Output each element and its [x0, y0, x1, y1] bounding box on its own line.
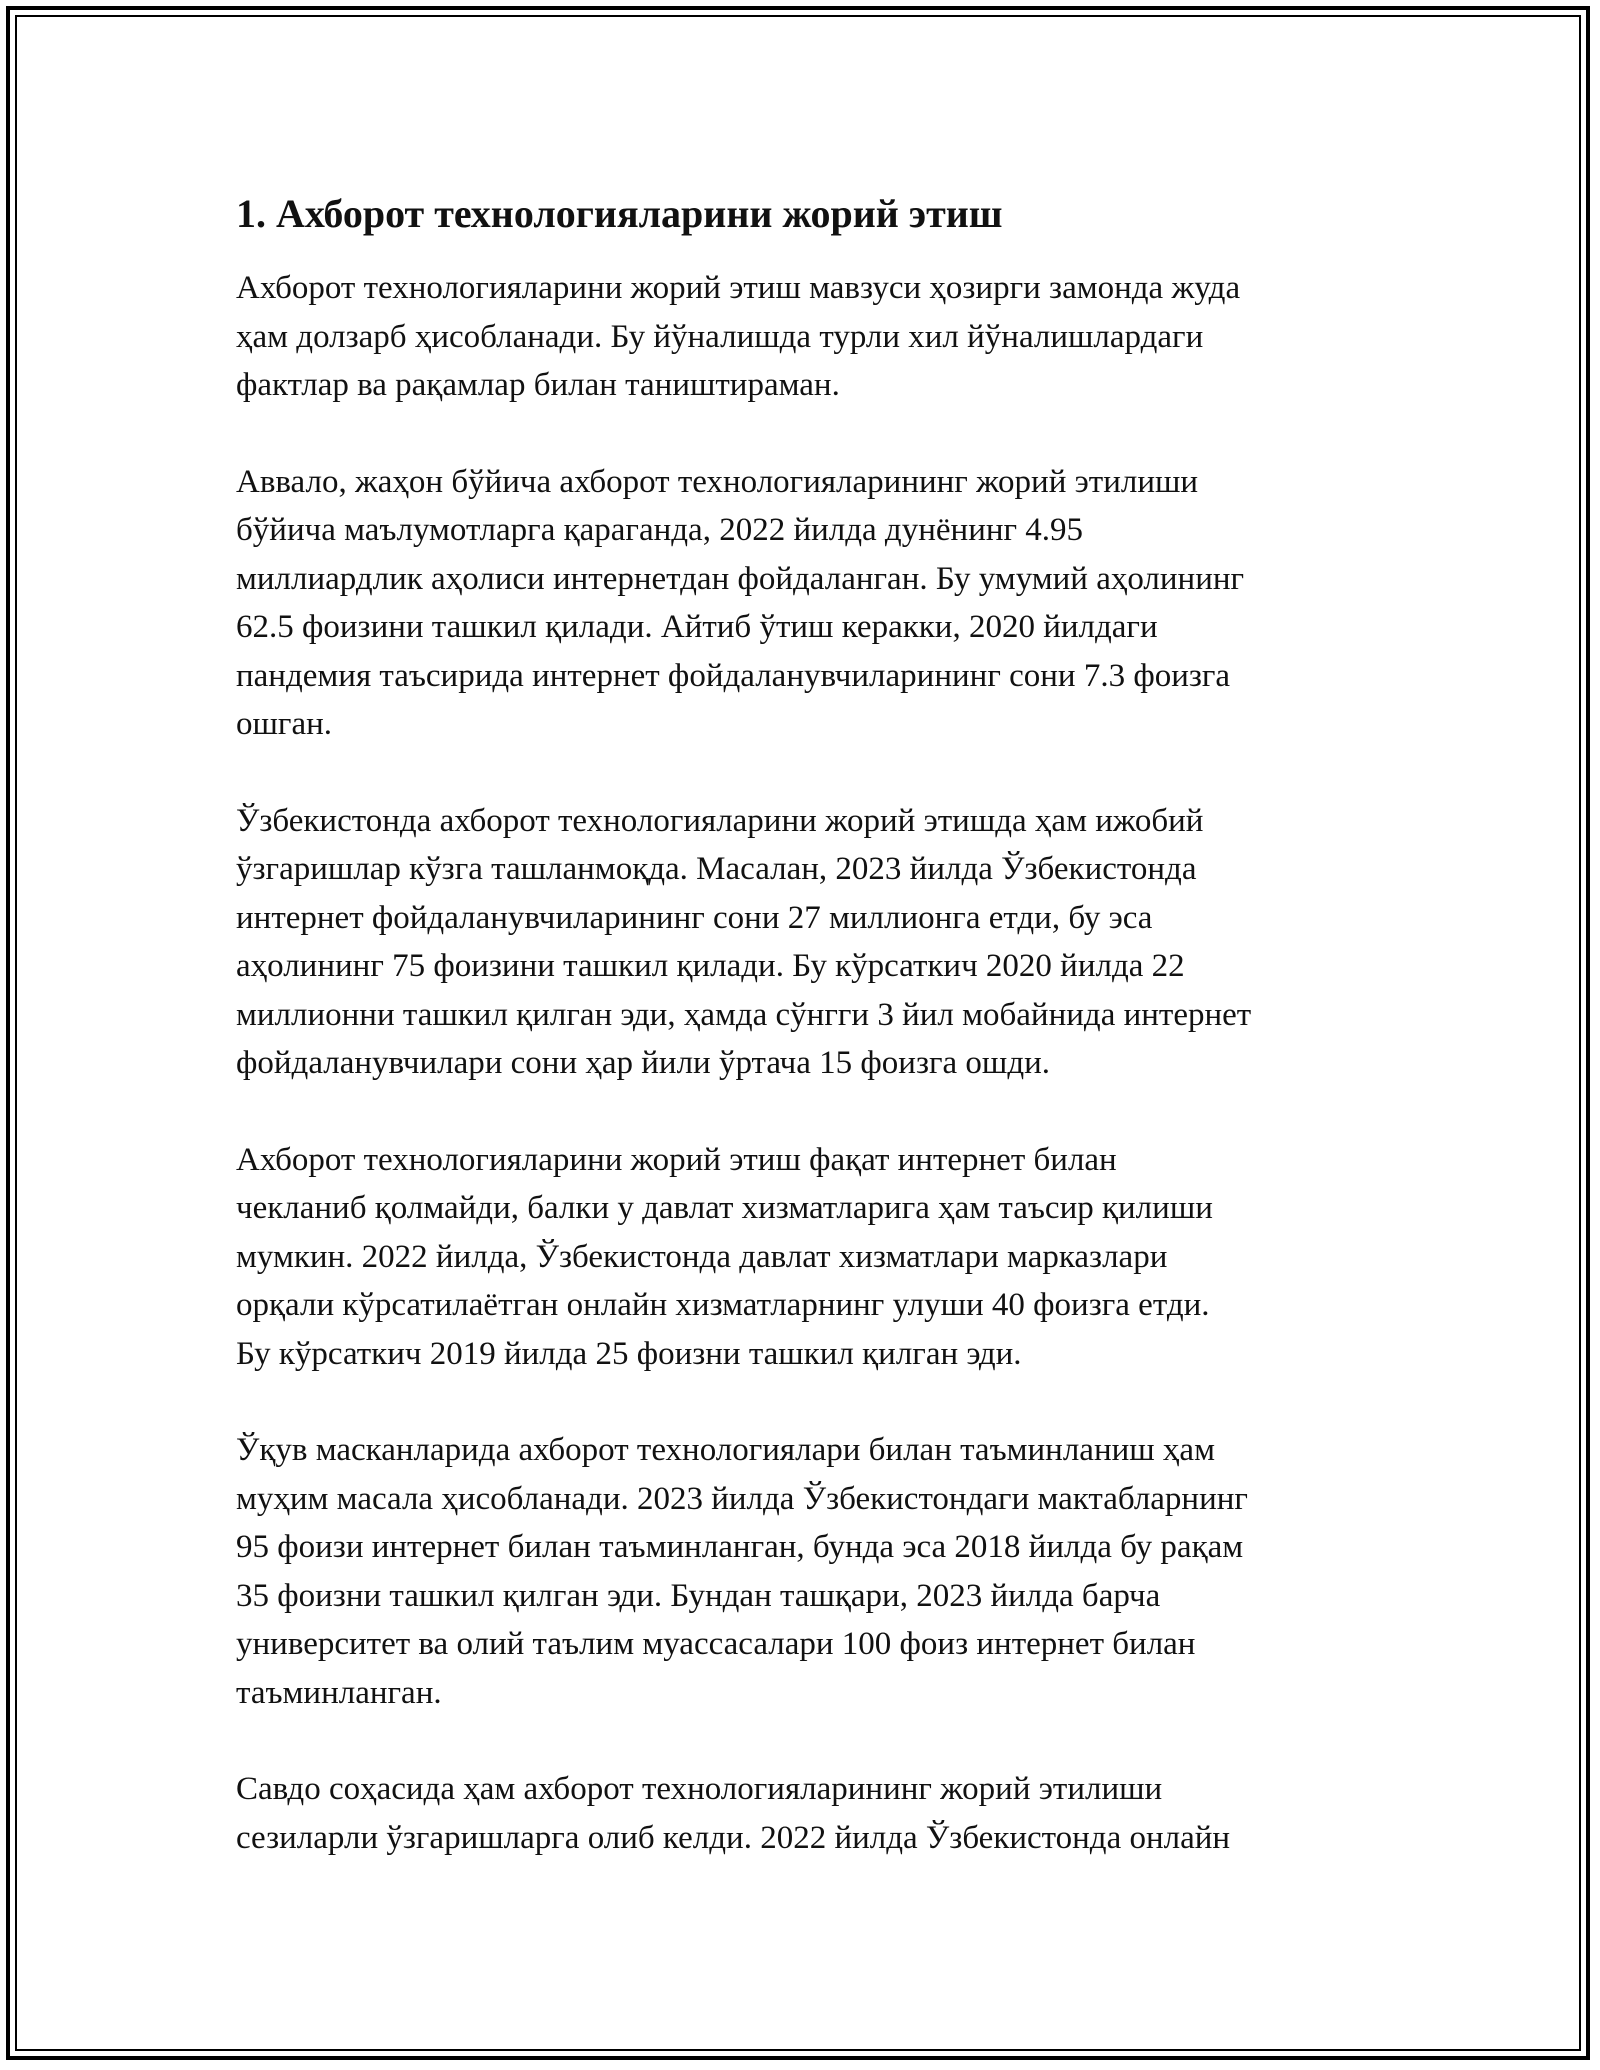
- document-body: [236, 186, 1386, 1910]
- paragraph-government-services: Ахборот технологияларини жорий этиш фақат интернет билан чекланиб қолмайди, балки у давлат хизматларига ҳам таъсир қилиши мумкин. 2022 йилда, Ўзбекистонда давлат хизматлари марказлари орқали кўрсатилаётган онлайн хизматларнинг улуши 40 фоизга етди. Бу кўрсаткич 2019 йилда 25 фоизни ташкил қилган эди.: [236, 1141, 1213, 1372]
- paragraph-trade: Савдо соҳасида ҳам ахборот технологияларининг жорий этилиши сезиларли ўзгаришларга олиб келди. 2022 йилда Ўзбекистонда онлайн: [236, 1771, 1231, 1856]
- paragraph-uzbekistan-internet: Ўзбекистонда ахборот технологияларини жорий этишда ҳам ижобий ўзгаришлар кўзга ташланмоқда. Масалан, 2023 йилда Ўзбекистонда интернет фойдаланувчиларининг сони 27 миллионга етди, бу эса аҳолининг 75 фоизини ташкил қилади. Бу кўрсаткич 2020 йилда 22 миллионни ташкил қилган эди, ҳамда сўнгги 3 йил мобайнида интернет фойдаланувчилари сони ҳар йили ўртача 15 фоизга ошди.: [236, 802, 1252, 1081]
- paragraph-world-internet: Аввало, жаҳон бўйича ахборот технологияларининг жорий этилиши бўйича маълумотларга қараганда, 2022 йилда дунёнинг 4.95 миллиардлик аҳолиси интернетдан фойдаланган. Бу умумий аҳолининг 62.5 фоизини ташкил қилади. Айтиб ўтиш керакки, 2020 йилдаги пандемия таъсирида интернет фойдаланувчиларининг сони 7.3 фоизга ошган.: [236, 463, 1245, 742]
- paragraph-education: Ўқув масканларида ахборот технологиялари билан таъминланиш ҳам муҳим масала ҳисобланади. 2023 йилда Ўзбекистондаги мактабларнинг 95 фоизи интернет билан таъминланган, бунда эса 2018 йилда бу рақам 35 фоизни ташкил қилган эди. Бундан ташқари, 2023 йилда барча университет ва олий таълим муассасалари 100 фоиз интернет билан таъминланган.: [236, 1432, 1248, 1711]
- section-heading: 1. Ахборот технологияларини жорий этиш: [236, 191, 1003, 236]
- paragraph-intro: Ахборот технологияларини жорий этиш мавзуси ҳозирги замонда жуда ҳам долзарб ҳисобланади. Бу йўналишда турли хил йўналишлардаги фактлар ва рақамлар билан таништираман.: [236, 270, 1241, 403]
